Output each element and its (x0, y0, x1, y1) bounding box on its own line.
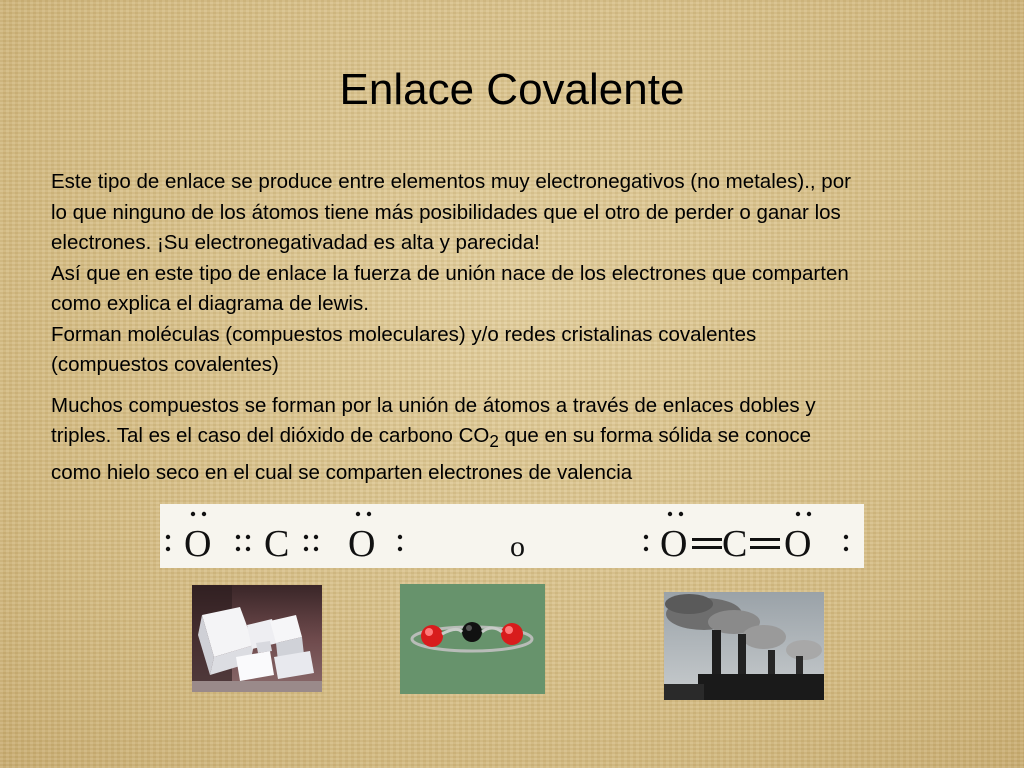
text-line: electrones. ¡Su electronegativadad es alta y parecida! (51, 231, 540, 254)
lewis-oxygen-right-2: O (784, 523, 812, 565)
paragraph-1 (51, 167, 971, 381)
text-line: Este tipo de enlace se produce entre elementos muy electronegativos (no metales)., por (51, 170, 851, 193)
lewis-oxygen-right: O (348, 523, 376, 565)
text-line: Así que en este tipo de enlace la fuerza de unión nace de los electrones que comparten (51, 261, 849, 285)
slide-title: Enlace Covalente (339, 65, 685, 114)
lewis-separator: o (510, 530, 525, 563)
lewis-carbon: C (264, 523, 290, 565)
text-line: Forman moléculas (compuestos moleculares) y/o redes cristalinas covalentes (51, 322, 757, 346)
subscript: 2 (489, 432, 499, 452)
smokestacks-photo (664, 592, 824, 700)
text-line: como explica el diagrama de lewis. (51, 292, 369, 315)
text-line: que en su forma sólida se conoce (498, 424, 812, 447)
lewis-carbon-2: C (722, 523, 748, 565)
paragraph-2 (51, 391, 971, 489)
text-line: triples. Tal es el caso del dióxido de carbono CO (51, 424, 490, 447)
dry-ice-photo (192, 585, 322, 692)
text-line: como hielo seco en el cual se comparten electrones de valencia (51, 460, 633, 484)
text-line: (compuestos covalentes) (51, 353, 279, 376)
slide-body (51, 167, 971, 488)
lewis-oxygen-left-2: O (660, 523, 688, 565)
co2-molecular-model-photo (400, 584, 545, 694)
lewis-oxygen-left: O (184, 523, 212, 565)
text-line: lo que ninguno de los átomos tiene más posibilidades que el otro de perder o ganar los (51, 200, 841, 224)
text-line: Muchos compuestos se forman por la unión de átomos a través de enlaces dobles y (51, 393, 816, 417)
lewis-diagram (160, 504, 864, 568)
